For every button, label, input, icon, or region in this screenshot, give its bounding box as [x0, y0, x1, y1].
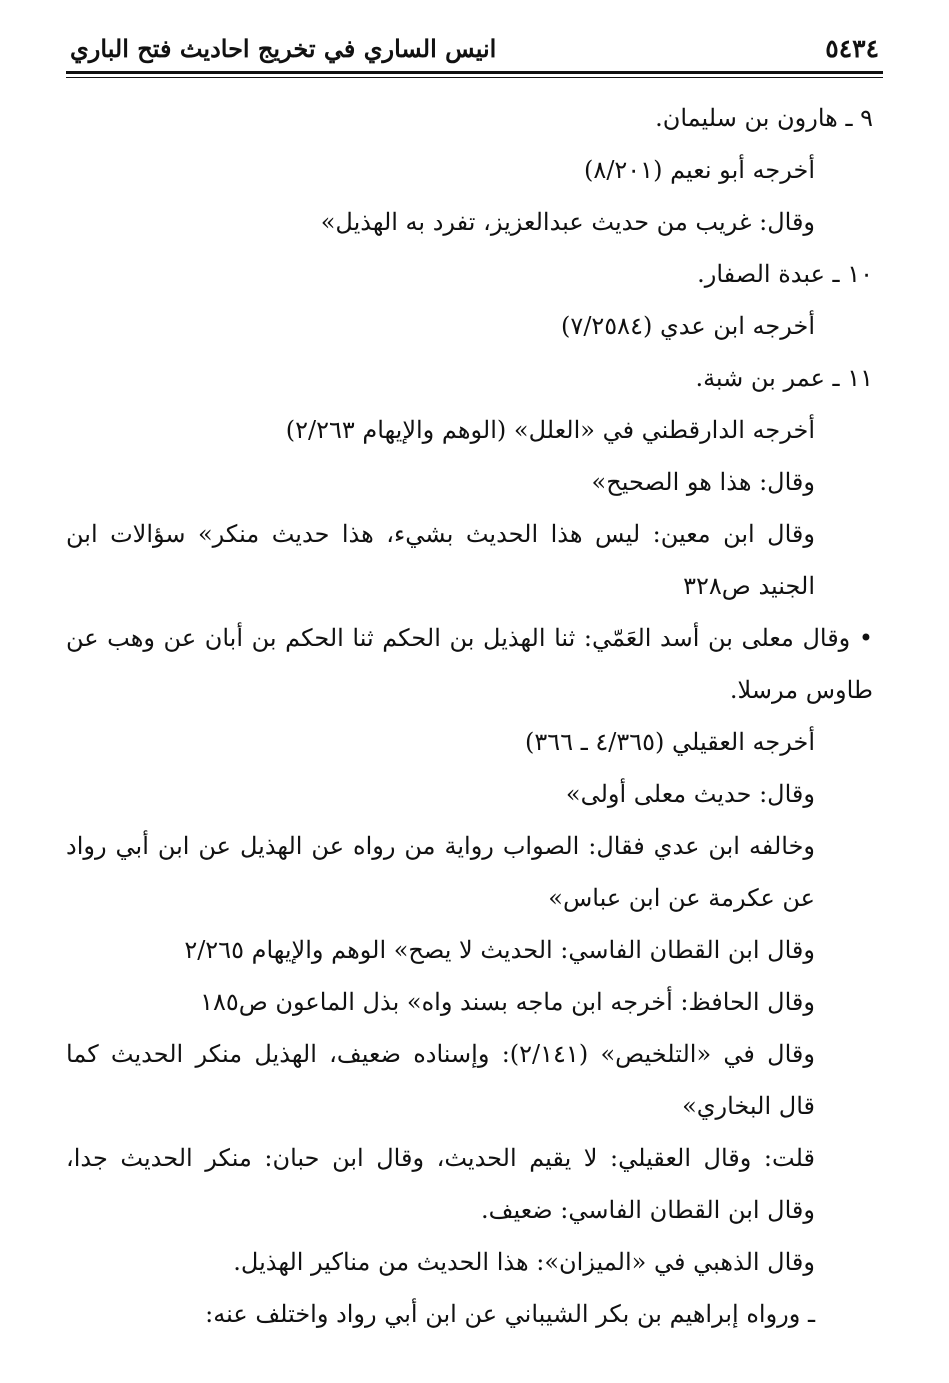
paragraph: وخالفه ابن عدي فقال: الصواب رواية من رواه عن الهذيل عن ابن أبي رواد عن عكرمة عن ابن عباس»: [66, 832, 816, 912]
paragraph: وقال الحافظ: أخرجه ابن ماجه بسند واه» بذل الماعون ص١٨٥: [200, 988, 815, 1016]
book-title: انيس الساري في تخريج احاديث فتح الباري: [70, 33, 497, 63]
paragraph: وقال ابن القطان الفاسي: الحديث لا يصح» الوهم والإيهام ٢/٢٦٥: [184, 936, 815, 964]
paragraph: ـ ورواه إبراهيم بن بكر الشيباني عن ابن أبي رواد واختلف عنه:: [205, 1300, 815, 1328]
entry-heading: ١٠ ـ عبدة الصفار.: [697, 260, 873, 288]
paragraph: أخرجه العقيلي (٤/٣٦٥ ـ ٣٦٦): [525, 728, 815, 756]
paragraph: وقال: حديث معلى أولى»: [565, 780, 815, 808]
paragraph: أخرجه ابن عدي (٧/٢٥٨٤): [561, 312, 815, 340]
header-rule-thick: [66, 71, 883, 74]
entry-heading: ٩ ـ هارون بن سليمان.: [655, 104, 873, 132]
paragraph: قلت: وقال العقيلي: لا يقيم الحديث، وقال ابن حبان: منكر الحديث جدا، وقال ابن القطان الفاسي: ضعيف.: [66, 1144, 815, 1224]
running-header: [70, 26, 879, 70]
paragraph: وقال ابن معين: ليس هذا الحديث بشيء، هذا حديث منكر» سؤالات ابن الجنيد ص٣٢٨: [66, 520, 815, 600]
page-number: ٥٤٣٤: [825, 33, 879, 63]
paragraph: وقال: غريب من حديث عبدالعزيز، تفرد به الهذيل»: [320, 208, 815, 236]
page-body: [66, 92, 873, 1340]
entry-heading: ١١ ـ عمر بن شبة.: [695, 364, 873, 392]
paragraph: أخرجه الدارقطني في «العلل» (الوهم والإيهام ٢/٢٦٣): [285, 416, 815, 444]
paragraph: وقال: هذا هو الصحيح»: [591, 468, 815, 496]
paragraph: أخرجه أبو نعيم (٨/٢٠١): [584, 156, 815, 184]
paragraph: وقال الذهبي في «الميزان»: هذا الحديث من مناكير الهذيل.: [233, 1248, 815, 1276]
header-rule-thin: [66, 77, 883, 78]
paragraph: • وقال معلى بن أسد العَمّي: ثنا الهذيل بن الحكم ثنا الحكم بن أبان عن وهب عن طاوس مرسلا.: [66, 624, 873, 704]
paragraph: وقال في «التلخيص» (٢/١٤١): وإسناده ضعيف، الهذيل منكر الحديث كما قال البخاري»: [66, 1040, 815, 1120]
